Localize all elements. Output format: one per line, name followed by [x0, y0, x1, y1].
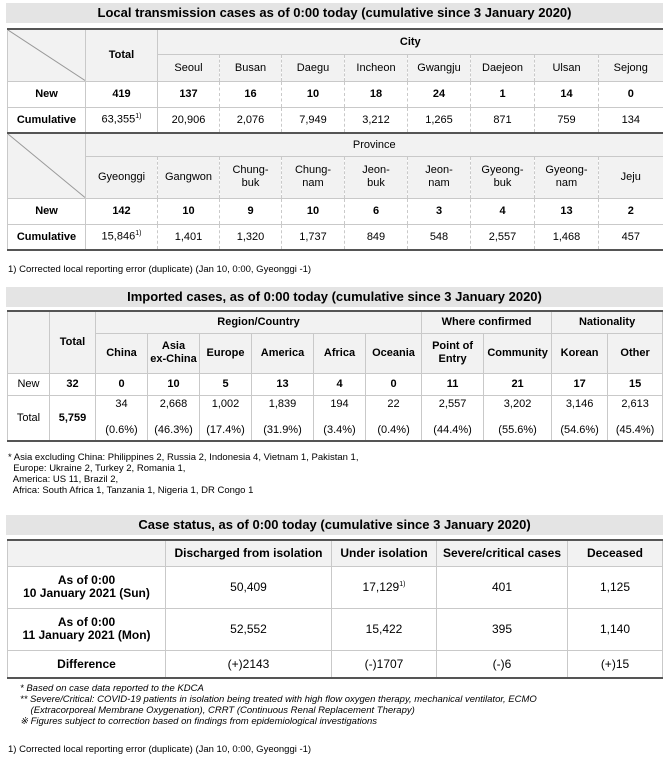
- table-row: [8, 650, 663, 678]
- status-footnote: 1) Corrected local reporting error (duplicate) (Jan 10, 0:00, Gyeonggi -1): [8, 744, 312, 755]
- total-value: 419: [86, 81, 158, 107]
- cell-value: 2,668 (46.3%): [148, 395, 200, 441]
- column-header: Other: [608, 333, 663, 373]
- cell-value: (-)6: [437, 650, 568, 678]
- row-label: Total: [8, 395, 50, 441]
- cell-value: 10: [158, 198, 220, 224]
- city-name: Incheon: [345, 54, 408, 81]
- cell-value: 20,906: [158, 107, 220, 133]
- cell-value: 13: [535, 198, 599, 224]
- cell-value: (+)2143: [166, 650, 332, 678]
- status-notes: * Based on case data reported to the KDCA ** Severe/Critical: COVID-19 patients in isolation being treated with high flow oxygen therapy, mechanical ventilator, ECMO (Extracorporeal Membrane Oxygenation), CRRT (Continuous Renal Replacement Therapy) ※ Figures subject to correction based on findings from epidemiological investigations: [20, 683, 537, 727]
- imported-notes: * Asia excluding China: Philippines 2, Russia 2, Indonesia 4, Vietnam 1, Pakistan 1, Europe: Ukraine 2, Turkey 2, Romania 1, America: US 11, Brazil 2, Africa: South Africa 1, Tanzania 1, Nigeria 1, DR Congo 1: [8, 452, 359, 496]
- local-title: Local transmission cases as of 0:00 today (cumulative since 3 January 2020): [6, 3, 663, 23]
- total-value: 63,355$^{1)}$: [86, 107, 158, 133]
- cell-value: 0: [366, 373, 422, 395]
- cell-value: 15: [608, 373, 663, 395]
- cell-value: 21: [484, 373, 552, 395]
- cell-value: 11: [422, 373, 484, 395]
- corner-cell: [8, 540, 166, 566]
- row-label: New: [8, 373, 50, 395]
- cell-value: 3,212: [345, 107, 408, 133]
- local-cases-table: [7, 28, 663, 251]
- total-header: Total: [50, 311, 96, 373]
- cell-value: 15,422: [332, 608, 437, 650]
- cell-value: 3,146 (54.6%): [552, 395, 608, 441]
- city-name: Sejong: [599, 54, 663, 81]
- cell-value: 1,401: [158, 224, 220, 250]
- province-name: Chung- nam: [282, 156, 345, 198]
- cell-value: 142: [86, 198, 158, 224]
- cell-value: 14: [535, 81, 599, 107]
- cell-value: 849: [345, 224, 408, 250]
- cell-value: 52,552: [166, 608, 332, 650]
- province-name: Jeju: [599, 156, 663, 198]
- cell-value: 10: [148, 373, 200, 395]
- total-value: 5,759: [50, 395, 96, 441]
- cell-value: 0: [96, 373, 148, 395]
- cell-value: 457: [599, 224, 663, 250]
- table-row: [8, 224, 663, 250]
- column-header: Deceased: [568, 540, 663, 566]
- row-label: As of 0:00 10 January 2021 (Sun): [8, 566, 166, 608]
- cell-value: 401: [437, 566, 568, 608]
- cell-value: 3,202 (55.6%): [484, 395, 552, 441]
- table-row: [8, 198, 663, 224]
- cell-value: 10: [282, 81, 345, 107]
- local-footnote: 1) Corrected local reporting error (duplicate) (Jan 10, 0:00, Gyeonggi -1): [8, 264, 312, 275]
- where-confirmed-header: Where confirmed: [422, 311, 552, 333]
- city-name: Daegu: [282, 54, 345, 81]
- row-label: Cumulative: [8, 224, 86, 250]
- cell-value: 0: [599, 81, 663, 107]
- cell-value: 2: [599, 198, 663, 224]
- column-header: America: [252, 333, 314, 373]
- cell-value: 548: [408, 224, 471, 250]
- table-row: [8, 81, 663, 107]
- cell-value: 395: [437, 608, 568, 650]
- column-header: Under isolation: [332, 540, 437, 566]
- cell-value: 18: [345, 81, 408, 107]
- cell-value: 1,737: [282, 224, 345, 250]
- column-header: Oceania: [366, 333, 422, 373]
- column-header: Asia ex-China: [148, 333, 200, 373]
- total-header: Total: [86, 29, 158, 81]
- case-status-table: [7, 539, 663, 679]
- cell-value: 17,129$^{1)}$: [332, 566, 437, 608]
- cell-value: 2,557 (44.4%): [422, 395, 484, 441]
- table-row: [8, 107, 663, 133]
- column-header: Point of Entry: [422, 333, 484, 373]
- cell-value: 2,557: [471, 224, 535, 250]
- imported-cases-table: [7, 310, 663, 442]
- column-header: Discharged from isolation: [166, 540, 332, 566]
- cell-value: 4: [314, 373, 366, 395]
- city-header: City: [158, 29, 663, 54]
- cell-value: 13: [252, 373, 314, 395]
- cell-value: 6: [345, 198, 408, 224]
- cell-value: 15,846$^{1)}$: [86, 224, 158, 250]
- province-name: Gyeong- nam: [535, 156, 599, 198]
- column-header: Community: [484, 333, 552, 373]
- cell-value: 1,125: [568, 566, 663, 608]
- cell-value: 194 (3.4%): [314, 395, 366, 441]
- cell-value: 1,468: [535, 224, 599, 250]
- city-name: Ulsan: [535, 54, 599, 81]
- region-header: Region/Country: [96, 311, 422, 333]
- city-name: Daejeon: [471, 54, 535, 81]
- row-label: Cumulative: [8, 107, 86, 133]
- table-row: [8, 608, 663, 650]
- total-value: 32: [50, 373, 96, 395]
- status-title: Case status, as of 0:00 today (cumulative since 3 January 2020): [6, 515, 663, 535]
- cell-value: 759: [535, 107, 599, 133]
- cell-value: 34 (0.6%): [96, 395, 148, 441]
- province-name: Gyeong- buk: [471, 156, 535, 198]
- table-row: [8, 373, 663, 395]
- column-header: Severe/critical cases: [437, 540, 568, 566]
- cell-value: 22 (0.4%): [366, 395, 422, 441]
- column-header: Korean: [552, 333, 608, 373]
- cell-value: 4: [471, 198, 535, 224]
- cell-value: 1,265: [408, 107, 471, 133]
- cell-value: 1,320: [220, 224, 282, 250]
- cell-value: 3: [408, 198, 471, 224]
- province-name: Gyeonggi: [86, 156, 158, 198]
- cell-value: 1,839 (31.9%): [252, 395, 314, 441]
- column-header: Europe: [200, 333, 252, 373]
- cell-value: 50,409: [166, 566, 332, 608]
- cell-value: 871: [471, 107, 535, 133]
- cell-value: 10: [282, 198, 345, 224]
- column-header: Africa: [314, 333, 366, 373]
- province-name: Chung- buk: [220, 156, 282, 198]
- row-label: As of 0:00 11 January 2021 (Mon): [8, 608, 166, 650]
- row-label: New: [8, 198, 86, 224]
- row-label: New: [8, 81, 86, 107]
- cell-value: 2,613 (45.4%): [608, 395, 663, 441]
- city-name: Seoul: [158, 54, 220, 81]
- nationality-header: Nationality: [552, 311, 663, 333]
- table-row: [8, 395, 663, 441]
- cell-value: 1,140: [568, 608, 663, 650]
- cell-value: 137: [158, 81, 220, 107]
- province-name: Jeon- buk: [345, 156, 408, 198]
- corner-cell: [8, 311, 50, 373]
- cell-value: 1: [471, 81, 535, 107]
- corner-cell: [8, 133, 86, 198]
- province-name: Jeon- nam: [408, 156, 471, 198]
- cell-value: 7,949: [282, 107, 345, 133]
- city-name: Busan: [220, 54, 282, 81]
- province-name: Gangwon: [158, 156, 220, 198]
- cell-value: 17: [552, 373, 608, 395]
- cell-value: 5: [200, 373, 252, 395]
- cell-value: 9: [220, 198, 282, 224]
- table-row: [8, 566, 663, 608]
- cell-value: 1,002 (17.4%): [200, 395, 252, 441]
- cell-value: 2,076: [220, 107, 282, 133]
- column-header: China: [96, 333, 148, 373]
- row-label: Difference: [8, 650, 166, 678]
- province-header: Province: [86, 133, 663, 156]
- corner-cell: [8, 29, 86, 81]
- cell-value: 16: [220, 81, 282, 107]
- cell-value: (-)1707: [332, 650, 437, 678]
- cell-value: 134: [599, 107, 663, 133]
- cell-value: 24: [408, 81, 471, 107]
- city-name: Gwangju: [408, 54, 471, 81]
- imported-title: Imported cases, as of 0:00 today (cumulative since 3 January 2020): [6, 287, 663, 307]
- cell-value: (+)15: [568, 650, 663, 678]
